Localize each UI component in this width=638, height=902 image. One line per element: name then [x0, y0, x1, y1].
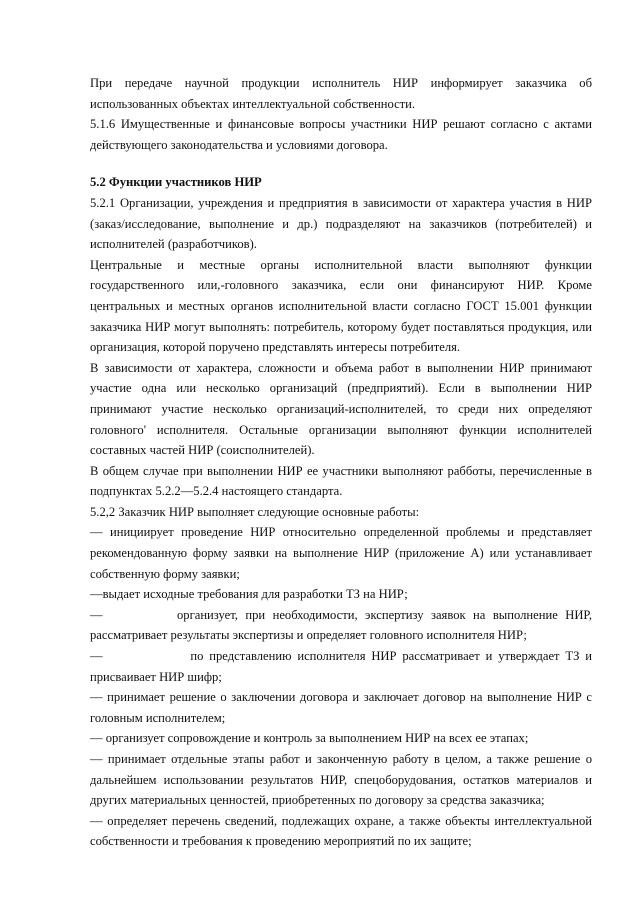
paragraph-5-1-6: 5.1.6 Имущественные и финансовые вопросы участники НИР решают согласно с актами действующего законодательства и условиями договора.	[90, 117, 592, 152]
list-item-issues-requirements: —выдает исходные требования для разработки ТЗ на НИР;	[90, 587, 408, 602]
paragraph-5-2-2: 5.2,2 Заказчик НИР выполняет следующие основные работы:	[90, 504, 420, 519]
paragraph-depending: В зависимости от характера, сложности и объема работ в выполнении НИР принимают участие одна или несколько организаций (предприятий). Если в выполнении НИР принимают участие несколько организаций-исполнителей, то среди них определяют головного' исполнителя. Остальные организации выполняют функции исполнителей составных частей НИР (соисполнителей).	[90, 360, 592, 458]
section-heading-5-2: 5.2 Функции участников НИР	[90, 175, 262, 190]
paragraph-intro: При передаче научной продукции исполнитель НИР информирует заказчика об использованных объектах интеллектуальной собственности.	[90, 76, 592, 111]
spacer	[90, 155, 592, 172]
list-item-initiates: — инициирует проведение НИР относительно определенной проблемы и представляет рекомендованную форму заявки на выполнение НИР (приложение А) или устанавливает собственную форму заявки;	[90, 525, 592, 581]
list-item-protected-info: — определяет перечень сведений, подлежащих охране, а также объекты интеллектуальной собственности и требования к проведению мероприятий по их защите;	[90, 813, 592, 849]
paragraph-central-organs: Центральные и местные органы исполнительной власти выполняют функции государственного или,-головного заказчика, если они финансируют НИР. Кроме центральных и местных органов исполнительной власти согласно ГОСТ 15.001 функции заказчика НИР могут выполнять: потребитель, которому будет поставляться продукция, или организация, которой поручено представлять интересы потребителя.	[90, 257, 592, 355]
paragraph-5-2-1: 5.2.1 Организации, учреждения и предприятия в зависимости от характера участия в НИР (заказ/исследование, выполнение и др.) подразделяют на заказчиков (потребителей) и исполнителей (разработчиков).	[90, 195, 592, 252]
list-item-accepts-stages: — принимает отдельные этапы работ и законченную работу в целом, а также решение о дальнейшем использовании результатов НИР, спецоборудования, остатков материалов и других материальных ценностей, приобретенных по договору за средства заказчика;	[90, 752, 592, 808]
list-item-approves-tz: — по представлению исполнителя НИР рассматривает и утверждает ТЗ и присваивает НИР шифр;	[90, 649, 596, 684]
list-item-control: — организует сопровождение и контроль за выполнением НИР на всех ее этапах;	[90, 731, 529, 746]
list-item-contract: — принимает решение о заключении договора и заключает договор на выполнение НИР с головным исполнителем;	[90, 690, 592, 725]
list-item-organizes-expertise: — организует, при необходимости, экспертизу заявок на выполнение НИР, рассматривает результаты экспертизы и определяет головного исполнителя НИР;	[90, 607, 596, 643]
paragraph-general-case: В общем случае при выполнении НИР ее участники выполняют рабботы, перечисленные в подпунктах 5.2.2—5.2.4 настоящего стандарта.	[90, 463, 592, 499]
